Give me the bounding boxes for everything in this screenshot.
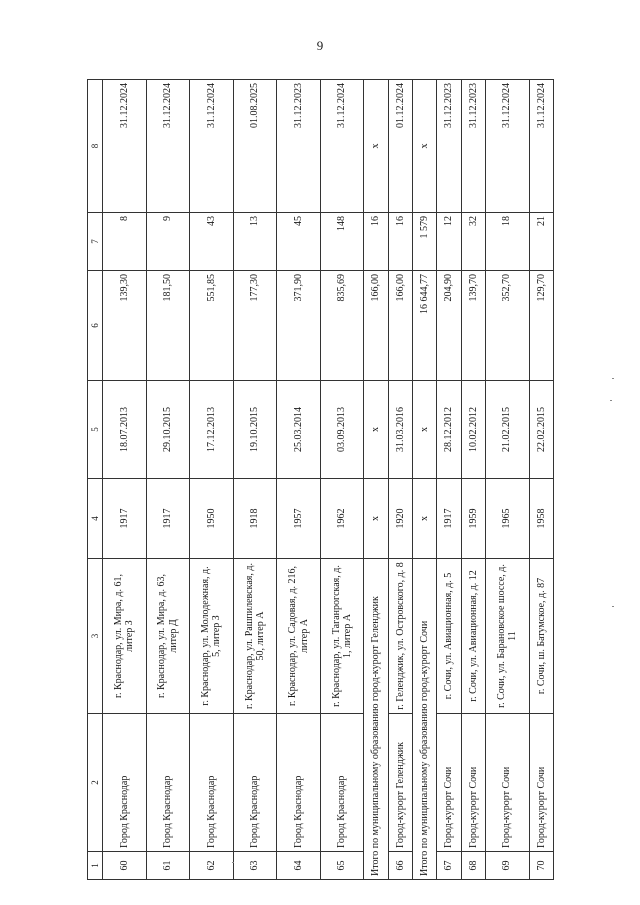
municipality-cell: Город-курорт Сочи <box>529 714 553 852</box>
column-header: 8 <box>88 80 103 213</box>
address-cell: г. Сочи, ш. Батумское, д. 87 <box>529 559 553 714</box>
date-cell: 21.02.2015 <box>485 381 529 479</box>
address-cell: г. Сочи, ул. Барановское шоссе, д. 11 <box>485 559 529 714</box>
year-cell: х <box>413 479 437 559</box>
count-cell: 16 <box>388 213 412 271</box>
area-cell: 177,30 <box>233 271 277 381</box>
column-header: 7 <box>88 213 103 271</box>
area-cell: 129,70 <box>529 271 553 381</box>
housing-table <box>87 79 554 880</box>
address-cell: г. Сочи, ул. Авиационная, д. 12 <box>461 559 485 714</box>
municipality-cell: Город-курорт Сочи <box>461 714 485 852</box>
address-cell: г. Краснодар, ул. Мира, д. 61, литер З <box>103 559 147 714</box>
date-cell: 29.10.2015 <box>146 381 190 479</box>
date-cell: 03.09.2013 <box>320 381 364 479</box>
date-cell: х <box>413 381 437 479</box>
area-cell: 16 644,77 <box>413 271 437 381</box>
table-body <box>88 80 554 880</box>
year-cell: 1918 <box>233 479 277 559</box>
scan-speck <box>612 606 614 607</box>
date-cell: 19.10.2015 <box>233 381 277 479</box>
municipality-cell: Город Краснодар <box>190 714 234 852</box>
deadline-cell: х <box>413 80 437 213</box>
date-cell: 17.12.2013 <box>190 381 234 479</box>
deadline-cell: 01.12.2024 <box>388 80 412 213</box>
count-cell: 9 <box>146 213 190 271</box>
deadline-cell: 31.12.2024 <box>529 80 553 213</box>
date-cell: 28.12.2012 <box>437 381 461 479</box>
address-cell: г. Краснодар, ул. Садовая, д. 216, литер А <box>277 559 321 714</box>
municipality-cell: Город Краснодар <box>103 714 147 852</box>
address-cell: г. Краснодар, ул. Мира, д. 63, литер Д <box>146 559 190 714</box>
table-row <box>233 80 277 880</box>
year-cell: 1957 <box>277 479 321 559</box>
count-cell: 12 <box>437 213 461 271</box>
year-cell: 1959 <box>461 479 485 559</box>
count-cell: 1 579 <box>413 213 437 271</box>
row-number: 68 <box>461 852 485 880</box>
column-header: 4 <box>88 479 103 559</box>
date-cell: 18.07.2013 <box>103 381 147 479</box>
address-cell: г. Краснодар, ул. Рашпилевская, д. 50, литер А <box>233 559 277 714</box>
count-cell: 16 <box>364 213 388 271</box>
area-cell: 371,90 <box>277 271 321 381</box>
municipality-cell: Город-курорт Сочи <box>485 714 529 852</box>
date-cell: 25.03.2014 <box>277 381 321 479</box>
year-cell: 1920 <box>388 479 412 559</box>
count-cell: 43 <box>190 213 234 271</box>
municipality-cell: Город Краснодар <box>320 714 364 852</box>
municipality-cell: Город-курорт Геленджик <box>388 714 412 852</box>
row-number: 70 <box>529 852 553 880</box>
scan-speck <box>610 400 612 401</box>
row-number: 60 <box>103 852 147 880</box>
deadline-cell: 31.12.2024 <box>320 80 364 213</box>
column-header: 1 <box>88 852 103 880</box>
row-number: 67 <box>437 852 461 880</box>
year-cell: 1962 <box>320 479 364 559</box>
header-row <box>88 80 103 880</box>
row-number: 64 <box>277 852 321 880</box>
date-cell: х <box>364 381 388 479</box>
page-number: 9 <box>316 38 324 53</box>
date-cell: 22.02.2015 <box>529 381 553 479</box>
table-row <box>437 80 461 880</box>
total-row <box>364 80 388 880</box>
year-cell: 1917 <box>146 479 190 559</box>
area-cell: 204,90 <box>437 271 461 381</box>
year-cell: 1917 <box>103 479 147 559</box>
deadline-cell: 01.08.2025 <box>233 80 277 213</box>
column-header: 3 <box>88 559 103 714</box>
total-label: Итого по муниципальному образованию город-курорт Сочи <box>413 559 437 880</box>
municipality-cell: Город Краснодар <box>146 714 190 852</box>
table-row <box>485 80 529 880</box>
total-label: Итого по муниципальному образованию город-курорт Геленджик <box>364 559 388 880</box>
municipality-cell: Город-курорт Сочи <box>437 714 461 852</box>
area-cell: 835,69 <box>320 271 364 381</box>
table-row <box>461 80 485 880</box>
area-cell: 139,30 <box>103 271 147 381</box>
table-row <box>529 80 553 880</box>
area-cell: 166,00 <box>364 271 388 381</box>
row-number: 63 <box>233 852 277 880</box>
table-row <box>190 80 234 880</box>
address-cell: г. Геленджик, ул. Островского, д. 8 <box>388 559 412 714</box>
table-row <box>320 80 364 880</box>
scan-speck <box>612 378 614 379</box>
area-cell: 181,50 <box>146 271 190 381</box>
table-row <box>103 80 147 880</box>
municipality-cell: Город Краснодар <box>233 714 277 852</box>
deadline-cell: 31.12.2024 <box>146 80 190 213</box>
row-number: 61 <box>146 852 190 880</box>
address-cell: г. Сочи, ул. Авиационная, д. 5 <box>437 559 461 714</box>
deadline-cell: 31.12.2024 <box>103 80 147 213</box>
row-number: 69 <box>485 852 529 880</box>
row-number: 62 <box>190 852 234 880</box>
date-cell: 10.02.2012 <box>461 381 485 479</box>
year-cell: х <box>364 479 388 559</box>
deadline-cell: 31.12.2023 <box>277 80 321 213</box>
address-cell: г. Краснодар, ул. Молодежная, д. 5, литер З <box>190 559 234 714</box>
area-cell: 551,85 <box>190 271 234 381</box>
rotated-table-wrapper <box>87 80 554 880</box>
area-cell: 352,70 <box>485 271 529 381</box>
date-cell: 31.03.2016 <box>388 381 412 479</box>
count-cell: 45 <box>277 213 321 271</box>
column-header: 2 <box>88 714 103 852</box>
table-row <box>388 80 412 880</box>
count-cell: 13 <box>233 213 277 271</box>
year-cell: 1917 <box>437 479 461 559</box>
address-cell: г. Краснодар, ул. Таганрогская, д. 1, литер А <box>320 559 364 714</box>
year-cell: 1950 <box>190 479 234 559</box>
deadline-cell: х <box>364 80 388 213</box>
deadline-cell: 31.12.2024 <box>190 80 234 213</box>
year-cell: 1965 <box>485 479 529 559</box>
count-cell: 32 <box>461 213 485 271</box>
year-cell: 1958 <box>529 479 553 559</box>
table-row <box>277 80 321 880</box>
area-cell: 139,70 <box>461 271 485 381</box>
deadline-cell: 31.12.2024 <box>485 80 529 213</box>
count-cell: 21 <box>529 213 553 271</box>
count-cell: 148 <box>320 213 364 271</box>
municipality-cell: Город Краснодар <box>277 714 321 852</box>
row-number: 66 <box>388 852 412 880</box>
row-number: 65 <box>320 852 364 880</box>
count-cell: 8 <box>103 213 147 271</box>
column-header: 5 <box>88 381 103 479</box>
count-cell: 18 <box>485 213 529 271</box>
area-cell: 166,00 <box>388 271 412 381</box>
total-row <box>413 80 437 880</box>
table-row <box>146 80 190 880</box>
deadline-cell: 31.12.2023 <box>437 80 461 213</box>
scan-speck <box>232 862 234 863</box>
column-header: 6 <box>88 271 103 381</box>
deadline-cell: 31.12.2023 <box>461 80 485 213</box>
